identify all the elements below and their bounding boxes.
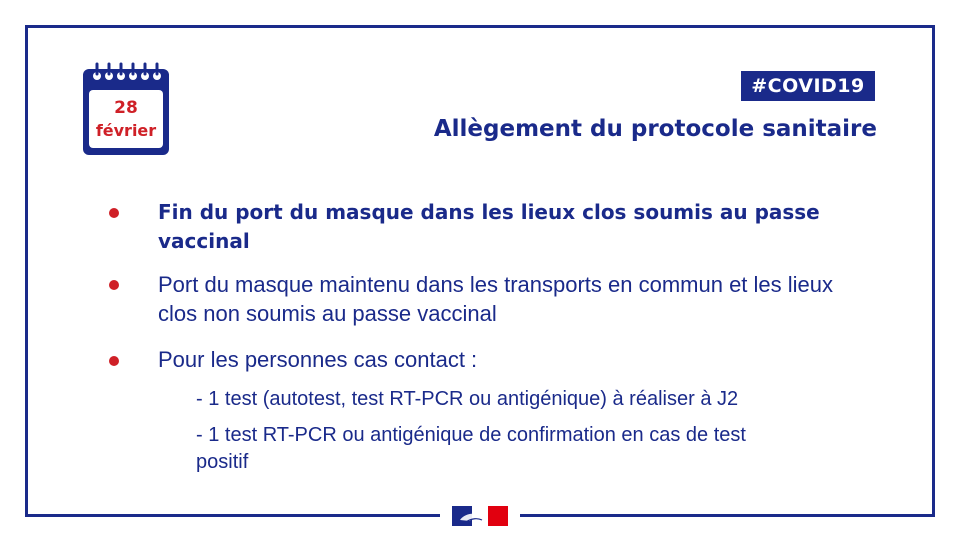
sub-list-item: - 1 test RT-PCR ou antigénique de confirmation en cas de test positif [196, 424, 746, 473]
bullet-text: Port du masque maintenu dans les transports en commun et les lieux clos non soumis au passe vaccinal [158, 272, 834, 326]
hashtag-badge: #COVID19 [741, 71, 875, 101]
bullet-text: Fin du port du masque dans les lieux clos soumis au passe vaccinal [158, 200, 820, 253]
page-title: Allègement du protocole sanitaire [433, 116, 877, 142]
bullet-text: Pour les personnes cas contact : [158, 347, 478, 372]
bullet-dot [109, 208, 119, 218]
bullet-dot [109, 356, 119, 366]
frame-border-bottom-right [520, 514, 935, 517]
calendar-icon [80, 60, 172, 158]
frame-border-top [25, 25, 935, 28]
sub-list-item: - 1 test (autotest, test RT-PCR ou antigénique) à réaliser à J2 [196, 388, 739, 410]
frame-border-bottom-left [25, 514, 440, 517]
frame-border-left [25, 25, 28, 517]
calendar-day: 28 [114, 98, 138, 118]
bullet-dot [109, 280, 119, 290]
frame-border-right [932, 25, 935, 517]
marianne-logo [452, 506, 508, 526]
calendar-month: février [95, 121, 157, 140]
